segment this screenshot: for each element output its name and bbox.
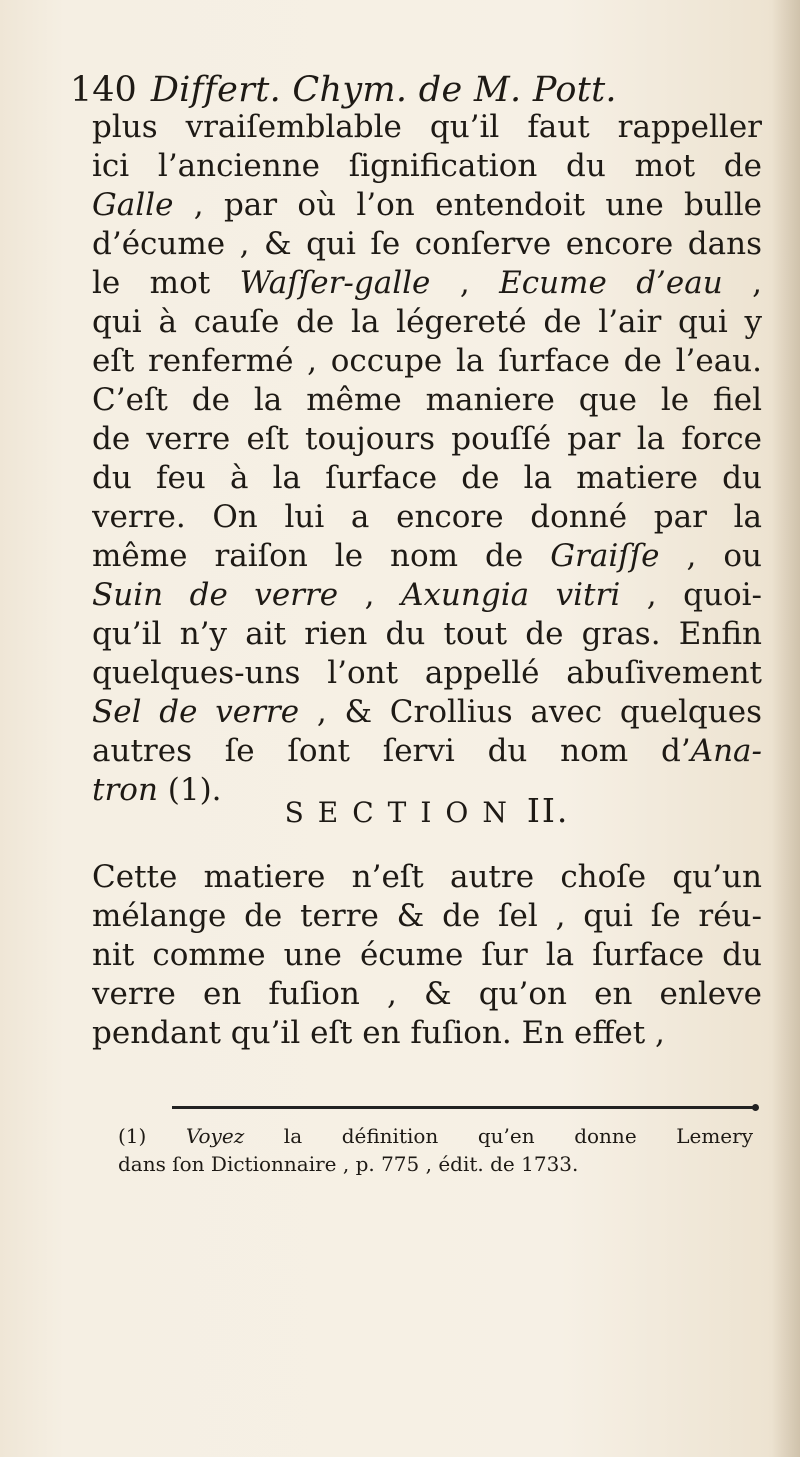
italic-term: Ana- bbox=[690, 733, 762, 769]
section-heading bbox=[92, 789, 762, 833]
text-segment: , & Crollius avec quelques bbox=[299, 694, 762, 730]
text-segment: , bbox=[430, 265, 500, 301]
body-text-paragraph-1 bbox=[92, 108, 762, 810]
running-title: Differt. Chym. de M. Pott. bbox=[150, 70, 617, 110]
body-line bbox=[92, 615, 762, 654]
body-line bbox=[92, 420, 762, 459]
italic-term: Axungia vitri bbox=[401, 577, 621, 613]
text-segment: nit comme une écume ſur la ſurface du bbox=[92, 937, 762, 973]
body-line bbox=[92, 264, 762, 303]
italic-term: Galle bbox=[92, 187, 174, 223]
text-segment: (1). bbox=[157, 772, 222, 808]
text-segment: qu’il n’y ait rien du tout de gras. Enfin bbox=[92, 616, 762, 652]
text-segment: , par où l’on entendoit une bulle bbox=[173, 187, 762, 223]
body-line bbox=[92, 858, 762, 897]
page-number: 140 bbox=[70, 70, 137, 110]
text-segment: la définition qu’en donne Lemery bbox=[244, 1124, 753, 1148]
body-line bbox=[92, 225, 762, 264]
page-header bbox=[70, 70, 750, 110]
footnote bbox=[118, 1122, 753, 1178]
footnote-rule bbox=[172, 1106, 757, 1109]
text-segment: verre en fuſion , & qu’on en enleve bbox=[92, 976, 762, 1012]
text-segment: du feu à la ſurface de la matiere du bbox=[92, 460, 762, 496]
text-segment: plus vraiſemblable qu’il faut rappeller bbox=[92, 109, 762, 145]
body-line bbox=[92, 147, 762, 186]
footnote-line bbox=[118, 1150, 753, 1178]
text-segment: mélange de terre & de ſel , qui ſe réu- bbox=[92, 898, 762, 934]
text-segment: dans ſon Dictionnaire , p. 775 , édit. de 1733. bbox=[118, 1152, 579, 1176]
body-line bbox=[92, 732, 762, 771]
text-segment: , ou bbox=[659, 538, 762, 574]
text-segment: , bbox=[722, 265, 762, 301]
text-segment: d’écume , & qui ſe conſerve encore dans bbox=[92, 226, 762, 262]
italic-term: Voyez bbox=[185, 1124, 245, 1148]
text-segment: , quoi- bbox=[620, 577, 762, 613]
text-segment: autres ſe ſont ſervi du nom d’ bbox=[92, 733, 691, 769]
text-segment: quelques-uns l’ont appellé abuſivement bbox=[92, 655, 762, 691]
italic-term: Ecume d’eau bbox=[499, 265, 723, 301]
italic-term: tron bbox=[92, 772, 158, 808]
body-line bbox=[92, 342, 762, 381]
body-text-paragraph-2 bbox=[92, 858, 762, 1053]
section-word: SECTION bbox=[284, 796, 521, 829]
body-line bbox=[92, 654, 762, 693]
italic-term: Sel de verre bbox=[92, 694, 300, 730]
body-line bbox=[92, 936, 762, 975]
body-line bbox=[92, 1014, 762, 1053]
text-segment: verre. On lui a encore donné par la bbox=[92, 499, 762, 535]
body-line bbox=[92, 693, 762, 732]
section-number: II. bbox=[526, 791, 570, 830]
italic-term: Suin de verre bbox=[92, 577, 339, 613]
text-segment: eſt renfermé , occupe la ſurface de l’eau. bbox=[92, 343, 762, 379]
body-line bbox=[92, 897, 762, 936]
text-segment: pendant qu’il eſt en fuſion. En effet , bbox=[92, 1015, 665, 1051]
text-segment: qui à cauſe de la légereté de l’air qui y bbox=[92, 304, 762, 340]
body-line bbox=[92, 498, 762, 537]
text-segment: (1) bbox=[118, 1124, 186, 1148]
text-segment: même raiſon le nom de bbox=[92, 538, 551, 574]
body-line bbox=[92, 576, 762, 615]
text-segment: Cette matiere n’eſt autre choſe qu’un bbox=[92, 859, 762, 895]
text-segment: de verre eſt toujours pouſſé par la force bbox=[92, 421, 762, 457]
body-line bbox=[92, 108, 762, 147]
italic-term: Waſſer-galle bbox=[239, 265, 431, 301]
text-segment: ici l’ancienne ſignification du mot de bbox=[92, 148, 762, 184]
footnote-line bbox=[118, 1122, 753, 1150]
italic-term: Graiſſe bbox=[550, 538, 660, 574]
body-line bbox=[92, 975, 762, 1014]
body-line bbox=[92, 537, 762, 576]
body-line bbox=[92, 186, 762, 225]
body-line bbox=[92, 381, 762, 420]
page-edge-shadow bbox=[772, 0, 800, 1457]
body-line bbox=[92, 303, 762, 342]
text-segment: le mot bbox=[92, 265, 240, 301]
body-line bbox=[92, 459, 762, 498]
text-segment: , bbox=[338, 577, 402, 613]
text-segment: C’eſt de la même maniere que le fiel bbox=[92, 382, 762, 418]
